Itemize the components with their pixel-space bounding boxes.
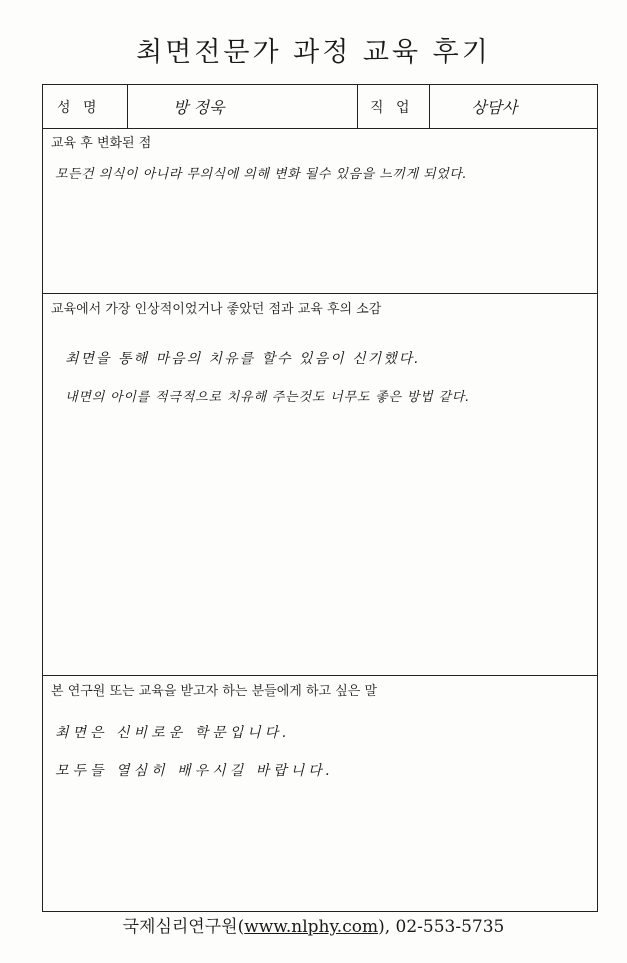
answer-line: 모든건 의식이 아니라 무의식에 의해 변화 될수 있음을 느끼게 되었다. [55, 167, 467, 182]
review-form [42, 84, 598, 912]
footer-phone: ), 02-553-5735 [378, 917, 505, 937]
footer-contact [0, 912, 627, 937]
section-impressions [43, 294, 597, 676]
answer-line: 모두들 열심히 배우시길 바랍니다. [55, 763, 335, 779]
section-prompt: 교육에서 가장 인상적이었거나 좋았던 점과 교육 후의 소감 [51, 302, 382, 317]
footer-org: 국제심리연구원( [122, 917, 245, 937]
job-label: 직 업 [370, 100, 414, 116]
section-message [43, 676, 597, 911]
job-value: 상담사 [471, 98, 518, 117]
section-prompt: 교육 후 변화된 점 [51, 136, 152, 151]
header-row [43, 85, 597, 129]
answer-line: 내면의 아이를 적극적으로 치유해 주는것도 너무도 좋은 방법 같다. [65, 390, 471, 405]
name-label: 성 명 [57, 100, 101, 116]
section-prompt: 본 연구원 또는 교육을 받고자 하는 분들에게 하고 싶은 말 [51, 684, 378, 699]
section-changes [43, 128, 597, 294]
answer-line: 최면을 통해 마음의 치유를 할수 있음이 신기했다. [65, 351, 421, 367]
form-title: 최면전문가 과정 교육 후기 [136, 37, 491, 68]
divider [127, 85, 128, 128]
name-value: 방 정욱 [173, 98, 225, 117]
divider [357, 85, 358, 128]
divider [429, 85, 430, 128]
website-link[interactable]: www.nlphy.com [244, 917, 379, 937]
answer-line: 최면은 신비로운 학문입니다. [55, 725, 291, 741]
